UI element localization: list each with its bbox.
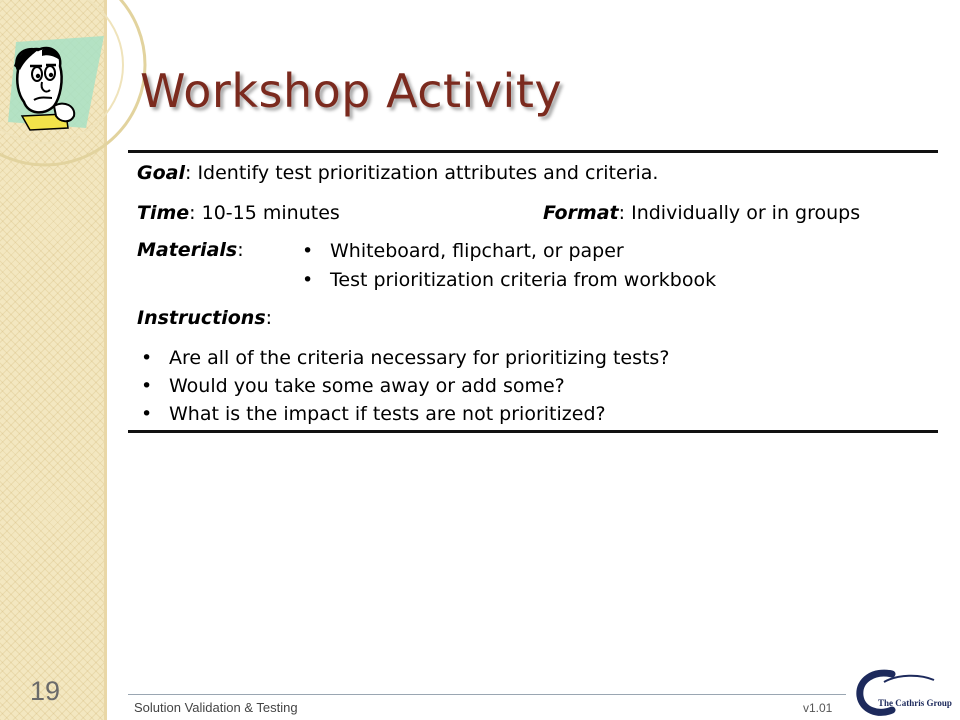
footer-divider xyxy=(128,694,846,695)
materials-label-row xyxy=(137,239,244,261)
bullet-dot: • xyxy=(141,403,153,425)
slide-title: Workshop Activity xyxy=(140,64,563,118)
instructions-label: Instructions xyxy=(137,307,266,329)
goal-label: Goal xyxy=(137,162,185,184)
instructions-label-row xyxy=(137,307,272,329)
time-text: 10-15 minutes xyxy=(201,202,340,224)
colon: : xyxy=(237,239,244,261)
instruction-item-text: Would you take some away or add some? xyxy=(169,375,565,397)
goal-row xyxy=(137,162,658,184)
materials-label: Materials xyxy=(137,239,238,261)
format-label: Format xyxy=(543,202,619,224)
colon: : xyxy=(184,162,192,184)
format-row xyxy=(543,202,860,224)
materials-item-text: Test prioritization criteria from workbook xyxy=(330,269,717,291)
materials-item-text: Whiteboard, flipchart, or paper xyxy=(330,240,624,262)
format-text: Individually or in groups xyxy=(631,202,861,224)
bullet-dot: • xyxy=(302,240,314,262)
page-number: 19 xyxy=(30,676,61,706)
time-label: Time xyxy=(137,202,190,224)
logo-wordmark: The Cathris Group xyxy=(878,698,952,708)
bullet-dot: • xyxy=(141,347,153,369)
cathris-group-logo xyxy=(848,668,960,720)
footer-course-title: Solution Validation & Testing xyxy=(134,700,298,715)
thinking-man-illustration xyxy=(4,36,108,134)
table-top-rule xyxy=(128,150,938,153)
time-row xyxy=(137,202,340,224)
version-label: v1.01 xyxy=(803,701,833,715)
instruction-item-text: What is the impact if tests are not prioritized? xyxy=(169,403,606,425)
instruction-item-text: Are all of the criteria necessary for prioritizing tests? xyxy=(169,347,670,369)
colon: : xyxy=(265,307,273,329)
table-bottom-rule xyxy=(128,430,938,433)
colon: : xyxy=(618,202,626,224)
bullet-dot: • xyxy=(302,269,314,291)
bullet-dot: • xyxy=(141,375,153,397)
goal-text: Identify test prioritization attributes and criteria. xyxy=(197,162,659,184)
colon: : xyxy=(189,202,196,224)
